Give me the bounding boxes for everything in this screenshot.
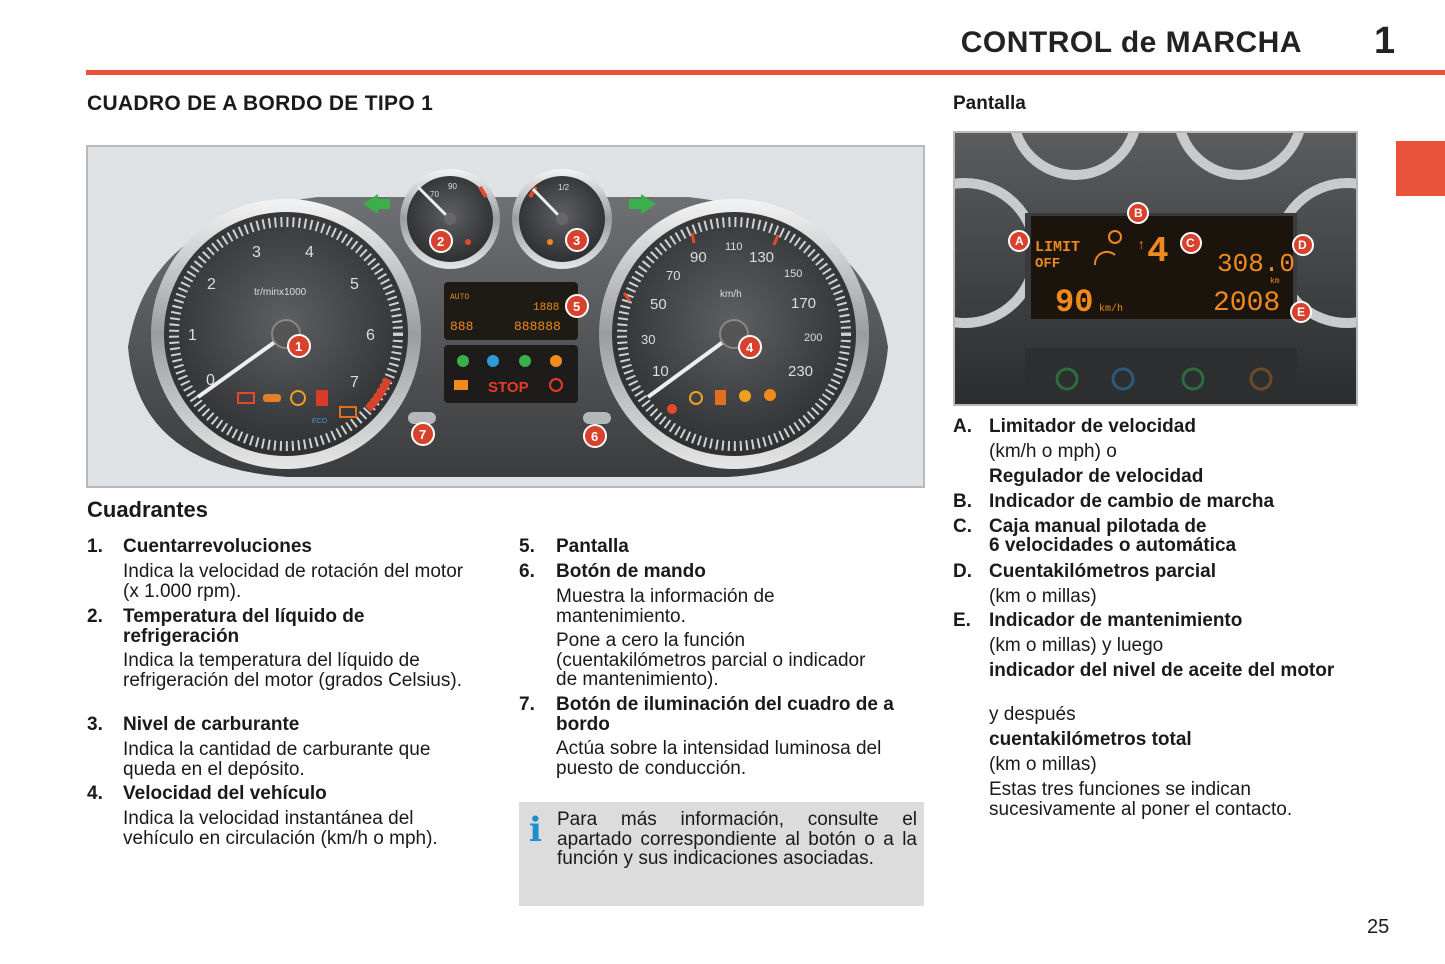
tacho-tick: 6 (366, 327, 375, 344)
item-letter: E. (953, 610, 971, 631)
speedo-tick: 30 (641, 332, 656, 347)
item-title: Temperatura del líquido de refrigeración (123, 606, 365, 647)
item-desc: (km o millas) (989, 586, 1097, 607)
speedometer (599, 199, 869, 469)
tacho-tick: 3 (252, 244, 261, 261)
eco-label: ECO (312, 418, 328, 425)
speedo-tick: 110 (725, 241, 743, 253)
marker: 3 (573, 233, 581, 248)
shift-up-icon: ↑ (1137, 238, 1146, 254)
tacho-tick: 4 (305, 244, 314, 261)
display-trip: 888 (450, 319, 474, 334)
speedo-tick: 50 (650, 296, 667, 313)
item-number: 4. (87, 783, 103, 804)
lcd-off: OFF (1035, 256, 1061, 272)
item-title: Cuentarrevoluciones (123, 536, 312, 557)
item-desc: (km/h o mph) o (989, 441, 1117, 462)
pantalla-title: Pantalla (953, 93, 1026, 114)
tacho-tick: 0 (206, 372, 215, 389)
item-title: Botón de iluminación del cuadro de a bordo (556, 694, 894, 735)
marker: D (1298, 238, 1307, 252)
header-rule (86, 70, 1445, 75)
lcd-speed: 90 (1055, 284, 1094, 321)
item-title: Indicador de mantenimiento (989, 610, 1243, 631)
tachometer (151, 199, 421, 469)
marker: B (1134, 206, 1143, 220)
item-desc: Indica la velocidad instantánea del vehículo en circulación (km/h o mph). (123, 808, 438, 849)
tacho-tick: 2 (207, 276, 216, 293)
item-title: 6 velocidades o automática (989, 535, 1237, 556)
item-number: 5. (519, 536, 535, 557)
lcd-limit: LIMIT (1035, 239, 1081, 256)
marker: C (1186, 236, 1195, 250)
lcd-trip-unit: km (1270, 277, 1280, 286)
speedo-tick: 150 (784, 268, 803, 280)
speedo-tick: 230 (788, 363, 814, 380)
item-desc: Indica la velocidad de rotación del motor (x 1.000 rpm). (123, 561, 464, 602)
item-desc: Pone a cero la función (cuentakilómetros parcial o indicador de mantenimiento). (556, 630, 866, 690)
item-letter: D. (953, 561, 972, 582)
item-title: Nivel de carburante (123, 714, 300, 735)
item-title: Cuentakilómetros parcial (989, 561, 1217, 582)
item-desc: Indica la temperatura del líquido de refrigeración del motor (grados Celsius). (123, 650, 462, 691)
item-title: Pantalla (556, 536, 629, 557)
marker: 7 (419, 427, 427, 442)
item-letter: C. (953, 516, 972, 537)
water-gauge (400, 169, 500, 269)
marker: 6 (591, 429, 599, 444)
item-title: Botón de mando (556, 561, 706, 582)
item-number: 3. (87, 714, 103, 735)
speedo-tick: 70 (666, 268, 681, 283)
speedo-tick: 10 (652, 363, 669, 380)
item-title: Limitador de velocidad (989, 416, 1196, 437)
item-title: Velocidad del vehículo (123, 783, 327, 804)
item-desc: y después (989, 704, 1076, 725)
cluster-figure (86, 145, 925, 488)
chapter-number: 1 (1374, 20, 1396, 62)
lcd-gear: 4 (1147, 231, 1169, 272)
fuel-gauge (512, 169, 612, 269)
tacho-tick: 1 (188, 327, 197, 344)
stop-label: STOP (488, 379, 529, 396)
display-illustration (955, 133, 1356, 404)
item-title: Regulador de velocidad (989, 466, 1204, 487)
speedo-tick: 130 (749, 249, 775, 266)
item-letter: B. (953, 491, 972, 512)
item-desc: Muestra la información de mantenimiento. (556, 586, 775, 627)
speedo-tick: 200 (804, 332, 823, 344)
marker: 1 (295, 339, 303, 354)
item-title: cuentakilómetros total (989, 729, 1192, 750)
item-title: Caja manual pilotada de (989, 516, 1207, 537)
item-title: Indicador de cambio de marcha (989, 491, 1275, 512)
item-desc: (km o millas) (989, 754, 1097, 775)
speedo-unit: km/h (720, 289, 742, 300)
water-tick: 70 (430, 190, 439, 199)
lcd-trip: 308.0 (1217, 249, 1296, 279)
tacho-tick: 5 (350, 276, 359, 293)
page-number: 25 (1367, 916, 1390, 938)
lcd-speed-unit: km/h (1099, 304, 1124, 315)
item-number: 7. (519, 694, 535, 715)
item-desc: Indica la cantidad de carburante que queda en el depósito. (123, 739, 431, 780)
control-button[interactable] (583, 412, 611, 424)
display-figure (953, 131, 1358, 406)
marker: E (1297, 305, 1306, 319)
item-desc: (km o millas) y luego (989, 635, 1164, 656)
info-text: Para más información, consulte el apartado correspondiente al botón o a la función y sus indicaciones asociadas. (557, 809, 917, 869)
chapter-title: CONTROL de MARCHA (960, 26, 1302, 59)
marker: A (1015, 234, 1024, 248)
marker: 2 (437, 234, 445, 249)
speedo-tick: 90 (690, 249, 707, 266)
lcd-odo: 2008 (1213, 288, 1281, 319)
tacho-unit: tr/minx1000 (254, 287, 307, 298)
tacho-tick: 7 (350, 374, 359, 391)
item-desc: Estas tres funciones se indican sucesivamente al poner el contacto. (989, 779, 1293, 820)
item-desc: Actúa sobre la intensidad luminosa del puesto de conducción. (556, 738, 882, 779)
marker: 4 (746, 340, 754, 355)
water-tick: 90 (448, 182, 457, 191)
item-title: indicador del nivel de aceite del motor (989, 660, 1335, 681)
cluster-illustration (88, 147, 923, 486)
item-letter: A. (953, 416, 972, 437)
chapter-tab (1396, 141, 1445, 196)
speedo-tick: 170 (791, 295, 817, 312)
item-number: 6. (519, 561, 535, 582)
display-digits: 1888 (533, 302, 560, 314)
item-number: 1. (87, 536, 103, 557)
item-number: 2. (87, 606, 103, 627)
display-text: AUTO (450, 293, 470, 302)
fuel-tick: 1/2 (558, 183, 570, 192)
display-odo: 888888 (514, 319, 561, 334)
section-title: CUADRO DE A BORDO DE TIPO 1 (87, 92, 434, 115)
marker: 5 (573, 299, 581, 314)
info-icon: i (529, 810, 542, 850)
subsection-title: Cuadrantes (87, 497, 209, 522)
